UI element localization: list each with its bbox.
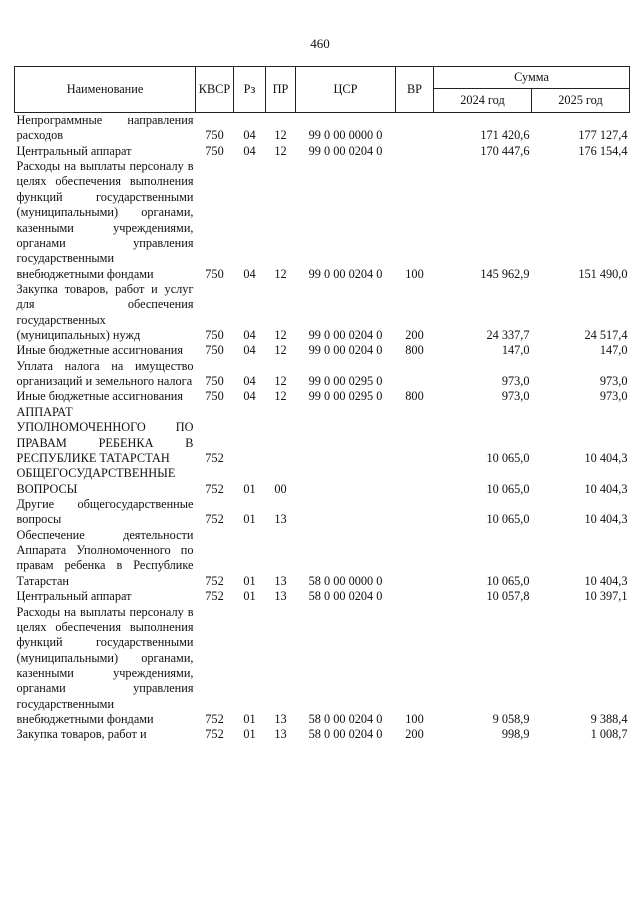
table-row [15,466,630,497]
row-kvsr: 750 [205,328,224,343]
table-row [15,405,630,466]
row-name: ОБЩЕГОСУДАРСТВЕННЫЕ ВОПРОСЫ [16,466,176,496]
row-pr: 13 [274,727,287,742]
row-pr: 13 [274,512,287,527]
budget-table [14,66,630,743]
row-kvsr: 752 [205,589,224,604]
row-name: Иные бюджетные ассигнования [16,389,184,404]
header-name: Наименование [15,67,196,113]
row-sum-2024: 10 057,8 [486,589,530,604]
table-row [15,528,630,589]
row-csr: 58 0 00 0000 0 [308,573,383,588]
row-kvsr: 750 [205,143,224,158]
table-row [15,359,630,390]
header-rz: Рз [234,67,266,113]
row-vr [396,113,434,144]
row-sum-2024: 973,0 [501,389,530,404]
row-pr: 12 [274,143,287,158]
row-csr [296,497,396,528]
table-row [15,113,630,144]
header-pr: ПР [266,67,296,113]
row-pr: 00 [274,481,287,496]
row-vr [396,405,434,466]
row-name: Центральный аппарат [16,589,132,604]
row-vr [396,497,434,528]
row-name: Обеспечение деятельности Аппарата Уполномоченного по правам ребенка в Республике Татарстан [16,527,194,588]
row-vr: 100 [405,712,424,727]
row-kvsr: 750 [205,389,224,404]
row-name: Уплата налога на имущество организаций и земельного налога [16,358,194,389]
header-vr: ВР [396,67,434,113]
row-sum-2025: 973,0 [599,374,628,389]
row-kvsr: 752 [205,727,224,742]
row-kvsr: 750 [205,374,224,389]
page-number: 460 [310,36,330,51]
table-row [15,605,630,728]
row-sum-2025: 9 388,4 [590,712,628,727]
row-rz: 01 [243,589,256,604]
row-pr: 12 [274,266,287,281]
row-sum-2025: 147,0 [599,343,628,358]
row-vr [396,528,434,589]
row-csr: 99 0 00 0295 0 [308,374,383,389]
header-kvsr: КВСР [196,67,234,113]
row-csr: 99 0 00 0204 0 [308,328,383,343]
row-sum-2024: 10 065,0 [486,481,530,496]
row-pr: 12 [274,389,287,404]
row-rz: 04 [243,128,256,143]
row-sum-2024: 973,0 [501,374,530,389]
row-name: Непрограммные направления расходов [16,113,194,143]
row-csr: 99 0 00 0204 0 [308,143,383,158]
row-sum-2024: 171 420,6 [480,128,530,143]
table-row [15,144,630,159]
row-rz: 04 [243,374,256,389]
row-kvsr: 750 [205,343,224,358]
table-row [15,389,630,404]
row-pr: 12 [274,328,287,343]
table-row [15,497,630,528]
row-sum-2024: 145 962,9 [480,266,530,281]
row-sum-2024: 24 337,7 [486,328,530,343]
row-vr [396,144,434,159]
row-rz: 01 [243,512,256,527]
row-name: Иные бюджетные ассигнования [16,343,184,358]
row-sum-2024: 10 065,0 [486,512,530,527]
row-csr [296,466,396,497]
row-vr: 200 [405,727,424,742]
row-csr: 99 0 00 0204 0 [308,266,383,281]
row-rz: 04 [243,389,256,404]
row-pr [266,405,296,466]
row-rz: 04 [243,343,256,358]
header-year-2025: 2025 год [532,89,630,113]
row-pr: 12 [274,343,287,358]
row-kvsr: 752 [205,481,224,496]
row-sum-2024: 9 058,9 [492,712,530,727]
row-sum-2025: 1 008,7 [590,727,628,742]
row-pr: 12 [274,374,287,389]
table-row [15,159,630,282]
row-sum-2025: 10 397,1 [584,589,628,604]
row-name: Закупка товаров, работ и услуг для обеспечения государственных (муниципальных) нужд [16,281,194,343]
row-sum-2024: 147,0 [501,343,530,358]
row-csr [296,405,396,466]
table-row [15,282,630,343]
row-sum-2024: 10 065,0 [486,450,530,465]
row-pr: 13 [274,589,287,604]
row-vr [396,589,434,604]
row-name: Другие общегосударственные вопросы [16,496,194,527]
header-csr: ЦСР [296,67,396,113]
row-rz: 01 [243,712,256,727]
row-vr: 200 [405,328,424,343]
row-sum-2025: 10 404,3 [584,573,628,588]
row-csr: 99 0 00 0000 0 [308,128,383,143]
row-sum-2025: 10 404,3 [584,450,628,465]
row-vr: 800 [405,389,424,404]
row-sum-2024: 170 447,6 [480,143,530,158]
row-vr [396,466,434,497]
row-sum-2025: 10 404,3 [584,481,628,496]
row-pr: 13 [274,573,287,588]
row-name: Расходы на выплаты персоналу в целях обеспечения выполнения функций государственными (муниципальными) органами, казенными учреждениями, органами управления государственными внебюджетными фондами [16,604,194,727]
row-sum-2025: 177 127,4 [578,128,628,143]
row-rz [234,405,266,466]
table-row [15,589,630,604]
row-csr: 99 0 00 0204 0 [308,343,383,358]
row-sum-2024: 10 065,0 [486,573,530,588]
row-vr: 800 [405,343,424,358]
row-csr: 99 0 00 0295 0 [308,389,383,404]
row-sum-2025: 176 154,4 [578,143,628,158]
row-sum-2025: 10 404,3 [584,512,628,527]
row-vr: 100 [405,266,424,281]
row-sum-2025: 24 517,4 [584,328,628,343]
row-name: Расходы на выплаты персоналу в целях обеспечения выполнения функций государственными (муниципальными) органами, казенными учреждениями, органами управления государственными внебюджетными фондами [16,159,194,281]
row-rz: 04 [243,143,256,158]
row-sum-2024: 998,9 [501,727,530,742]
row-kvsr: 752 [205,573,224,588]
row-csr: 58 0 00 0204 0 [308,727,383,742]
row-pr: 12 [274,128,287,143]
row-kvsr: 752 [205,450,224,465]
header-sum: Сумма [434,67,630,89]
row-rz: 01 [243,727,256,742]
row-name: АППАРАТ УПОЛНОМОЧЕННОГО ПО ПРАВАМ РЕБЕНКА В РЕСПУБЛИКЕ ТАТАРСТАН [16,404,194,465]
row-kvsr: 752 [205,712,224,727]
row-name: Закупка товаров, работ и [16,727,147,742]
row-sum-2025: 973,0 [599,389,628,404]
table-row [15,727,630,742]
row-vr [396,359,434,390]
table-row [15,343,630,358]
row-rz: 01 [243,481,256,496]
row-sum-2025: 151 490,0 [578,266,628,281]
header-year-2024: 2024 год [434,89,532,113]
row-rz: 01 [243,573,256,588]
row-rz: 04 [243,328,256,343]
row-kvsr: 752 [205,512,224,527]
row-csr: 58 0 00 0204 0 [308,589,383,604]
row-name: Центральный аппарат [16,143,132,158]
row-kvsr: 750 [205,128,224,143]
row-rz: 04 [243,266,256,281]
row-kvsr: 750 [205,266,224,281]
row-csr: 58 0 00 0204 0 [308,712,383,727]
row-pr: 13 [274,712,287,727]
